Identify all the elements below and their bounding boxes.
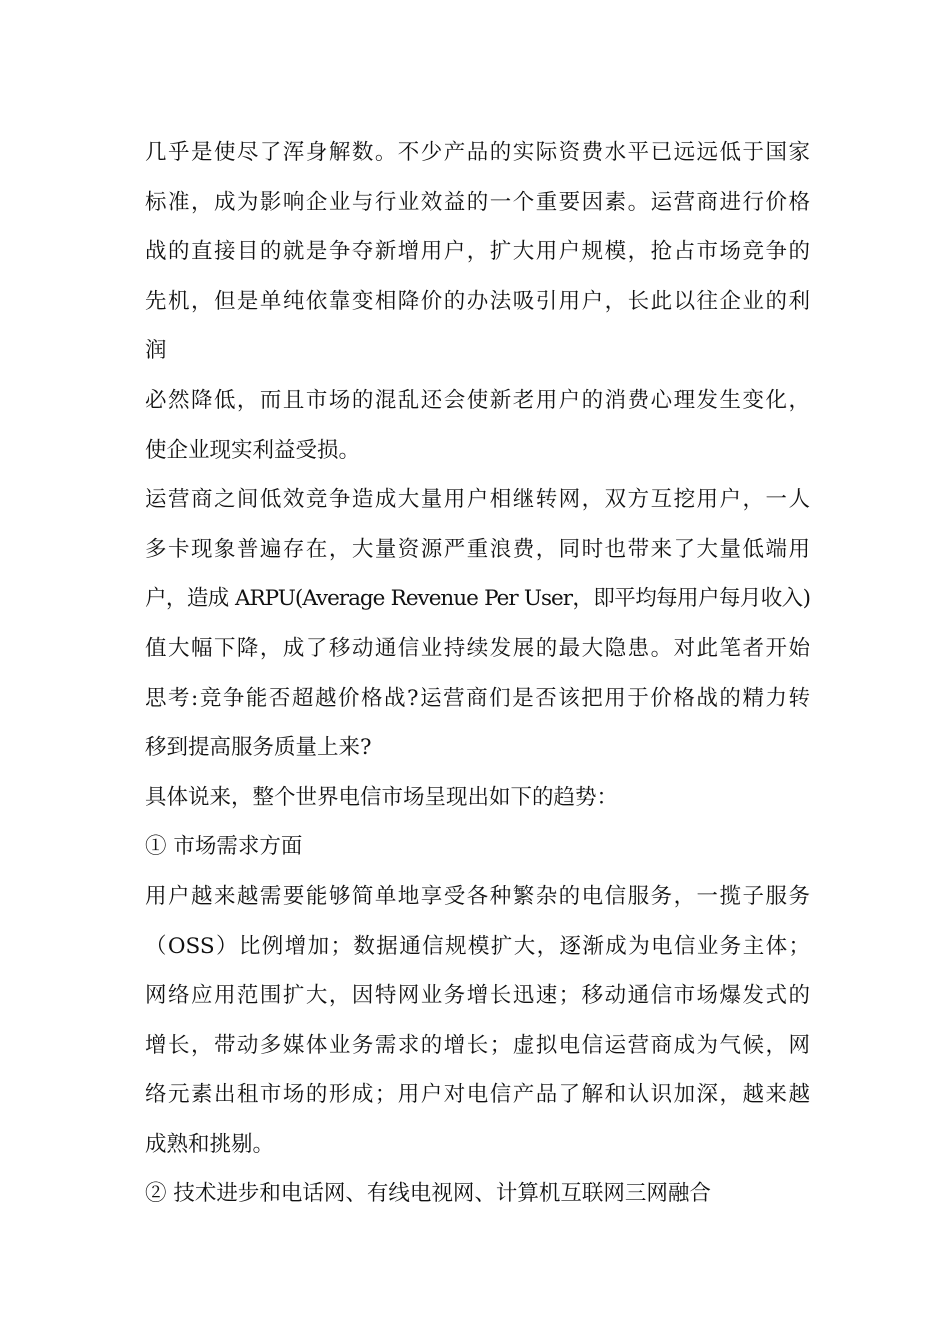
text-line: （OSS）比例增加；数据通信规模扩大，逐渐成为电信业务主体； [145, 933, 810, 959]
text-line: 使企业现实利益受损。 [145, 437, 361, 463]
text-line: 移到提高服务质量上来? [145, 735, 372, 761]
text-line: 思考:竞争能否超越价格战?运营商们是否该把用于价格战的精力转 [145, 685, 810, 711]
text-line: 润 [145, 338, 167, 364]
text-line: 战的直接目的就是争夺新增用户，扩大用户规模，抢占市场竞争的 [145, 239, 810, 265]
document-page [145, 128, 810, 1219]
section-heading: ② 技术进步和电话网、有线电视网、计算机互联网三网融合 [145, 1181, 711, 1207]
text-line: 先机，但是单纯依靠变相降价的办法吸引用户，长此以往企业的利 [145, 288, 810, 314]
text-line: 用户越来越需要能够简单地享受各种繁杂的电信服务，一揽子服务 [145, 883, 810, 909]
text-line: 标准，成为影响企业与行业效益的一个重要因素。运营商进行价格 [145, 189, 810, 215]
text-line: 络元素出租市场的形成；用户对电信产品了解和认识加深，越来越 [145, 1082, 810, 1108]
section-heading: ① 市场需求方面 [145, 834, 303, 860]
text-line: 必然降低，而且市场的混乱还会使新老用户的消费心理发生变化， [145, 387, 810, 413]
text-line: 户，造成 ARPU(Average Revenue Per User，即平均每用户每月收入) [145, 586, 810, 612]
text-line: 成熟和挑剔。 [145, 1131, 275, 1157]
text-line: 值大幅下降，成了移动通信业持续发展的最大隐患。对此笔者开始 [145, 635, 810, 661]
text-line: 网络应用范围扩大，因特网业务增长迅速；移动通信市场爆发式的 [145, 983, 810, 1009]
text-line: 多卡现象普遍存在，大量资源严重浪费，同时也带来了大量低端用 [145, 536, 810, 562]
text-line: 几乎是使尽了浑身解数。不少产品的实际资费水平已远远低于国家 [145, 140, 810, 165]
text-line: 运营商之间低效竞争造成大量用户相继转网，双方互挖用户，一人 [145, 487, 810, 513]
text-line: 增长，带动多媒体业务需求的增长；虚拟电信运营商成为气候，网 [145, 1032, 810, 1058]
text-line: 具体说来，整个世界电信市场呈现出如下的趋势： [145, 784, 619, 810]
